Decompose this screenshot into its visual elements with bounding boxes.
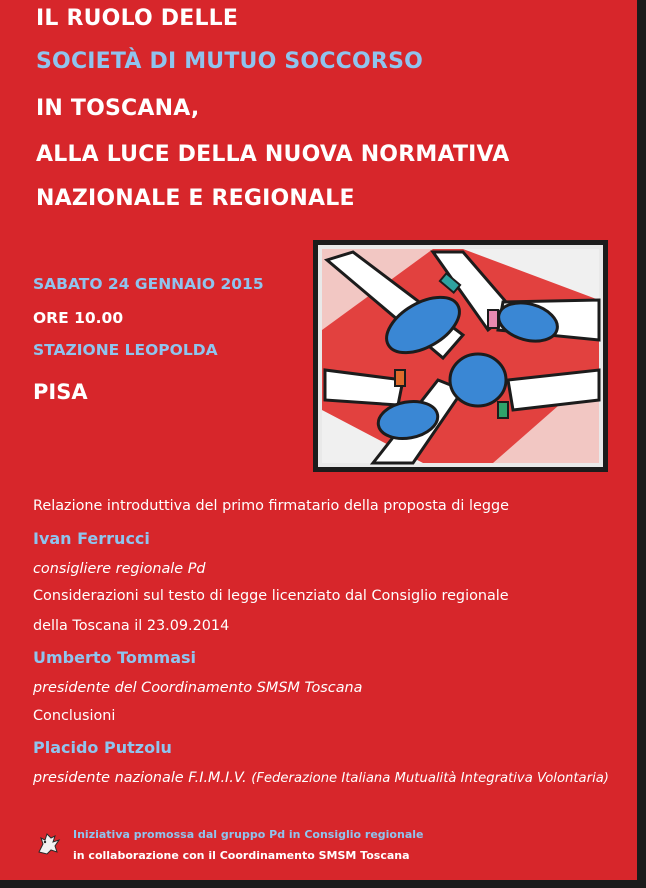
speaker-3-role: [33, 771, 609, 785]
event-city: PISA: [33, 380, 88, 404]
speaker-1-role: consigliere regionale Pd: [33, 561, 206, 577]
event-venue: STAZIONE LEOPOLDA: [33, 341, 218, 359]
speaker-2-role: presidente del Coordinamento SMSM Toscana: [33, 680, 363, 696]
conclusions-text: Conclusioni: [33, 708, 116, 724]
speaker-2-name: Umberto Tommasi: [33, 648, 196, 667]
speaker-3-name: Placido Putzolu: [33, 738, 172, 757]
title-line-3: IN TOSCANA,: [36, 96, 200, 121]
event-time: ORE 10.00: [33, 309, 124, 327]
speaker-1-name: Ivan Ferrucci: [33, 529, 150, 548]
event-date: SABATO 24 GENNAIO 2015: [33, 275, 264, 293]
considerations-line-2: della Toscana il 23.09.2014: [33, 618, 230, 634]
title-line-5: NAZIONALE E REGIONALE: [36, 186, 355, 211]
footer-line-2: in collaborazione con il Coordinamento SMSM Toscana: [73, 849, 410, 862]
footer-line-1: Iniziativa promossa dal gruppo Pd in Consiglio regionale: [73, 828, 424, 841]
hands-joining-illustration-icon: [313, 240, 608, 472]
poster-edge-bottom: [0, 880, 646, 888]
title-line-2: SOCIETÀ DI MUTUO SOCCORSO: [36, 49, 424, 74]
title-line-1: IL RUOLO DELLE: [36, 6, 239, 31]
poster-edge-right: [637, 0, 646, 888]
speaker-3-organization: (Federazione Italiana Mutualità Integrativa Volontaria): [251, 771, 609, 786]
considerations-line-1: Considerazioni sul testo di legge licenziato dal Consiglio regionale: [33, 588, 509, 604]
speaker-3-role-title: presidente nazionale F.I.M.I.V.: [33, 770, 247, 786]
pegasus-logo-icon: [33, 828, 65, 860]
title-line-4: ALLA LUCE DELLA NUOVA NORMATIVA: [36, 142, 510, 167]
intro-text: Relazione introduttiva del primo firmatario della proposta di legge: [33, 498, 509, 514]
